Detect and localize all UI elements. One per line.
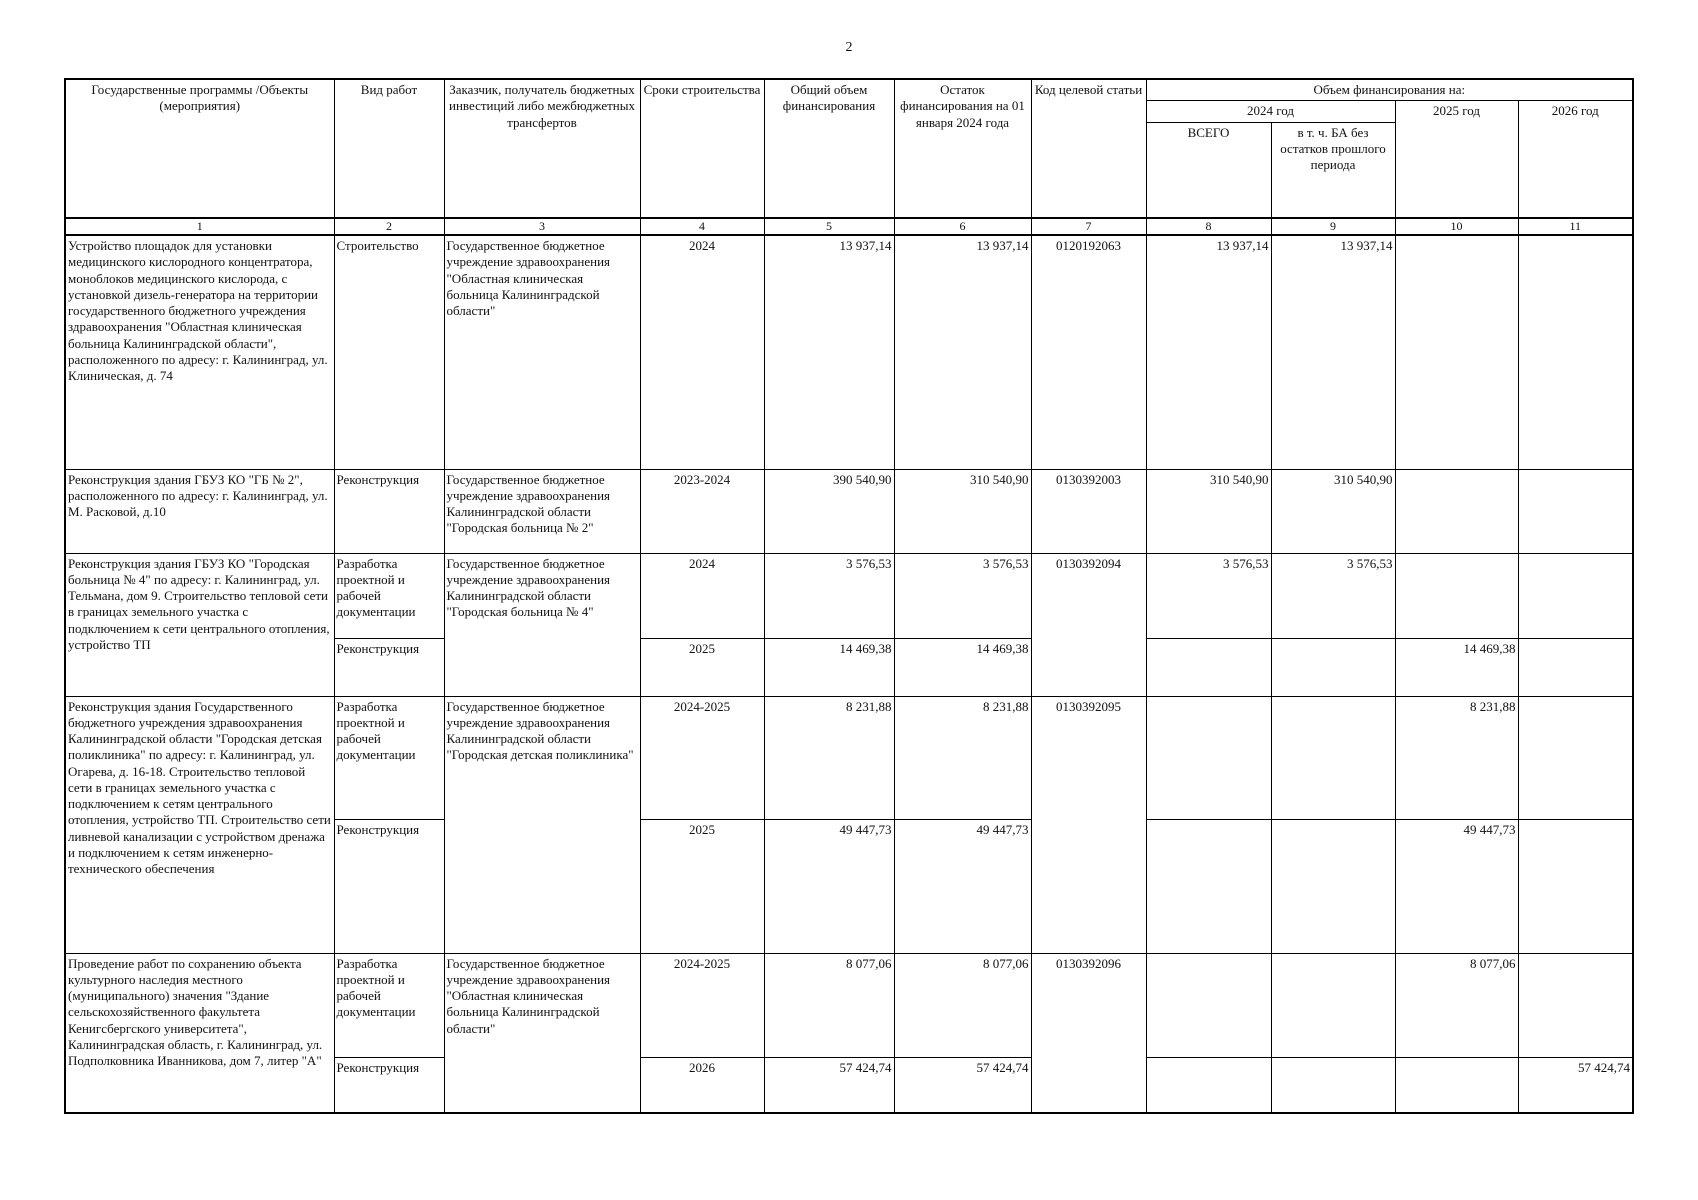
header-year-2026: 2026 год bbox=[1518, 101, 1633, 218]
term-cell: 2024 bbox=[640, 235, 764, 469]
header-financing-volume: Объем финансирования на: bbox=[1146, 79, 1633, 101]
total-cell: 8 231,88 bbox=[764, 696, 894, 819]
y2024-ba-cell bbox=[1271, 953, 1395, 1057]
work-type-cell: Реконструкция bbox=[334, 1057, 444, 1113]
rest-cell: 310 540,90 bbox=[894, 469, 1031, 553]
column-index: 7 bbox=[1031, 218, 1146, 235]
rest-cell: 57 424,74 bbox=[894, 1057, 1031, 1113]
y2026-cell bbox=[1518, 638, 1633, 696]
table-row bbox=[65, 553, 1633, 638]
column-index-row bbox=[65, 218, 1633, 235]
y2024-ba-cell: 310 540,90 bbox=[1271, 469, 1395, 553]
column-index: 4 bbox=[640, 218, 764, 235]
term-cell: 2024 bbox=[640, 553, 764, 638]
total-cell: 49 447,73 bbox=[764, 819, 894, 953]
y2025-cell bbox=[1395, 469, 1518, 553]
work-type-cell: Разработка проектной и рабочей документации bbox=[334, 696, 444, 819]
work-type-cell: Реконструкция bbox=[334, 469, 444, 553]
header-objects: Государственные программы /Объекты (мероприятия) bbox=[65, 79, 334, 218]
rest-cell: 8 077,06 bbox=[894, 953, 1031, 1057]
column-index: 8 bbox=[1146, 218, 1271, 235]
y2024-ba-cell bbox=[1271, 1057, 1395, 1113]
y2026-cell bbox=[1518, 235, 1633, 469]
total-cell: 13 937,14 bbox=[764, 235, 894, 469]
header-term: Сроки строительства bbox=[640, 79, 764, 218]
work-type-cell: Реконструкция bbox=[334, 638, 444, 696]
column-index: 11 bbox=[1518, 218, 1633, 235]
financing-table bbox=[64, 78, 1634, 1114]
y2024-total-cell: 310 540,90 bbox=[1146, 469, 1271, 553]
term-cell: 2024-2025 bbox=[640, 696, 764, 819]
y2026-cell bbox=[1518, 819, 1633, 953]
code-cell: 0130392003 bbox=[1031, 469, 1146, 553]
code-cell: 0130392095 bbox=[1031, 696, 1146, 953]
term-cell: 2024-2025 bbox=[640, 953, 764, 1057]
y2025-cell bbox=[1395, 235, 1518, 469]
header-year-2025: 2025 год bbox=[1395, 101, 1518, 218]
term-cell: 2025 bbox=[640, 638, 764, 696]
total-cell: 390 540,90 bbox=[764, 469, 894, 553]
work-type-cell: Реконструкция bbox=[334, 819, 444, 953]
y2024-ba-cell bbox=[1271, 819, 1395, 953]
column-index: 10 bbox=[1395, 218, 1518, 235]
work-type-cell: Разработка проектной и рабочей документации bbox=[334, 553, 444, 638]
y2024-total-cell: 13 937,14 bbox=[1146, 235, 1271, 469]
y2024-ba-cell: 3 576,53 bbox=[1271, 553, 1395, 638]
header-customer: Заказчик, получатель бюджетных инвестиций либо межбюджетных трансфертов bbox=[444, 79, 640, 218]
y2026-cell: 57 424,74 bbox=[1518, 1057, 1633, 1113]
customer-cell: Государственное бюджетное учреждение здравоохранения Калининградской области "Городская больница № 4" bbox=[444, 553, 640, 696]
term-cell: 2025 bbox=[640, 819, 764, 953]
y2024-ba-cell: 13 937,14 bbox=[1271, 235, 1395, 469]
customer-cell: Государственное бюджетное учреждение здравоохранения "Областная клиническая больница Калининградской области" bbox=[444, 235, 640, 469]
rest-cell: 8 231,88 bbox=[894, 696, 1031, 819]
column-index: 6 bbox=[894, 218, 1031, 235]
y2025-cell: 8 231,88 bbox=[1395, 696, 1518, 819]
y2026-cell bbox=[1518, 469, 1633, 553]
y2024-total-cell bbox=[1146, 953, 1271, 1057]
term-cell: 2023-2024 bbox=[640, 469, 764, 553]
header-2024-total: ВСЕГО bbox=[1146, 122, 1271, 218]
y2025-cell bbox=[1395, 1057, 1518, 1113]
table-row bbox=[65, 469, 1633, 553]
header-year-2024: 2024 год bbox=[1146, 101, 1395, 122]
object-cell: Проведение работ по сохранению объекта культурного наследия местного (муниципального) значения "Здание сельскохозяйственного факультета Кенигсбергского университета", Калининградская область, г. Калининград, ул. Подполковника Иванникова, дом 7, литер "А" bbox=[65, 953, 334, 1113]
rest-cell: 13 937,14 bbox=[894, 235, 1031, 469]
object-cell: Реконструкция здания Государственного бюджетного учреждения здравоохранения Калининградской области "Городская детская поликлиника" по адресу: г. Калининград, ул. Огарева, д. 16-18. Строительство тепловой сети в границах земельного участка с подключением к сетям центрального отопления, устройство ТП. Строительство сети ливневой канализации с устройством дренажа и подключением к сетям инженерно-технического обеспечения bbox=[65, 696, 334, 953]
work-type-cell: Разработка проектной и рабочей документации bbox=[334, 953, 444, 1057]
y2026-cell bbox=[1518, 553, 1633, 638]
code-cell: 0120192063 bbox=[1031, 235, 1146, 469]
header-work-type: Вид работ bbox=[334, 79, 444, 218]
y2024-total-cell: 3 576,53 bbox=[1146, 553, 1271, 638]
y2025-cell: 8 077,06 bbox=[1395, 953, 1518, 1057]
y2024-total-cell bbox=[1146, 1057, 1271, 1113]
column-index: 5 bbox=[764, 218, 894, 235]
code-cell: 0130392096 bbox=[1031, 953, 1146, 1113]
y2026-cell bbox=[1518, 696, 1633, 819]
page-number: 2 bbox=[845, 40, 853, 55]
column-index: 2 bbox=[334, 218, 444, 235]
y2024-total-cell bbox=[1146, 819, 1271, 953]
table-row bbox=[65, 235, 1633, 469]
rest-cell: 14 469,38 bbox=[894, 638, 1031, 696]
total-cell: 3 576,53 bbox=[764, 553, 894, 638]
work-type-cell: Строительство bbox=[334, 235, 444, 469]
customer-cell: Государственное бюджетное учреждение здравоохранения Калининградской области "Городская детская поликлиника" bbox=[444, 696, 640, 953]
y2025-cell: 14 469,38 bbox=[1395, 638, 1518, 696]
rest-cell: 49 447,73 bbox=[894, 819, 1031, 953]
y2024-total-cell bbox=[1146, 638, 1271, 696]
column-index: 9 bbox=[1271, 218, 1395, 235]
customer-cell: Государственное бюджетное учреждение здравоохранения "Областная клиническая больница Калининградской области" bbox=[444, 953, 640, 1113]
object-cell: Устройство площадок для установки медицинского кислородного концентратора, моноблоков медицинского кислорода, с установкой дизель-генератора на территории государственного бюджетного учреждения здравоохранения "Областная клиническая больница Калининградской области", расположенного по адресу: г. Калининград, ул. Клиническая, д. 74 bbox=[65, 235, 334, 469]
y2024-ba-cell bbox=[1271, 696, 1395, 819]
header-total-financing: Общий объем финансирования bbox=[764, 79, 894, 218]
customer-cell: Государственное бюджетное учреждение здравоохранения Калининградской области "Городская больница № 2" bbox=[444, 469, 640, 553]
object-cell: Реконструкция здания ГБУЗ КО "ГБ № 2", расположенного по адресу: г. Калининград, ул. М. Расковой, д.10 bbox=[65, 469, 334, 553]
header-2024-ba: в т. ч. БА без остатков прошлого периода bbox=[1271, 122, 1395, 218]
y2026-cell bbox=[1518, 953, 1633, 1057]
term-cell: 2026 bbox=[640, 1057, 764, 1113]
total-cell: 57 424,74 bbox=[764, 1057, 894, 1113]
y2024-total-cell bbox=[1146, 696, 1271, 819]
y2024-ba-cell bbox=[1271, 638, 1395, 696]
column-index: 3 bbox=[444, 218, 640, 235]
column-index: 1 bbox=[65, 218, 334, 235]
table-row bbox=[65, 953, 1633, 1057]
total-cell: 8 077,06 bbox=[764, 953, 894, 1057]
table-row bbox=[65, 696, 1633, 819]
header-target-code: Код целевой статьи bbox=[1031, 79, 1146, 218]
y2025-cell bbox=[1395, 553, 1518, 638]
total-cell: 14 469,38 bbox=[764, 638, 894, 696]
code-cell: 0130392094 bbox=[1031, 553, 1146, 696]
object-cell: Реконструкция здания ГБУЗ КО "Городская больница № 4" по адресу: г. Калининград, ул. Тельмана, дом 9. Строительство тепловой сети в границах земельного участка с подключением к сети центрального отопления, устройство ТП bbox=[65, 553, 334, 696]
y2025-cell: 49 447,73 bbox=[1395, 819, 1518, 953]
header-row-1 bbox=[65, 79, 1633, 101]
rest-cell: 3 576,53 bbox=[894, 553, 1031, 638]
header-rest-financing: Остаток финансирования на 01 января 2024 года bbox=[894, 79, 1031, 218]
